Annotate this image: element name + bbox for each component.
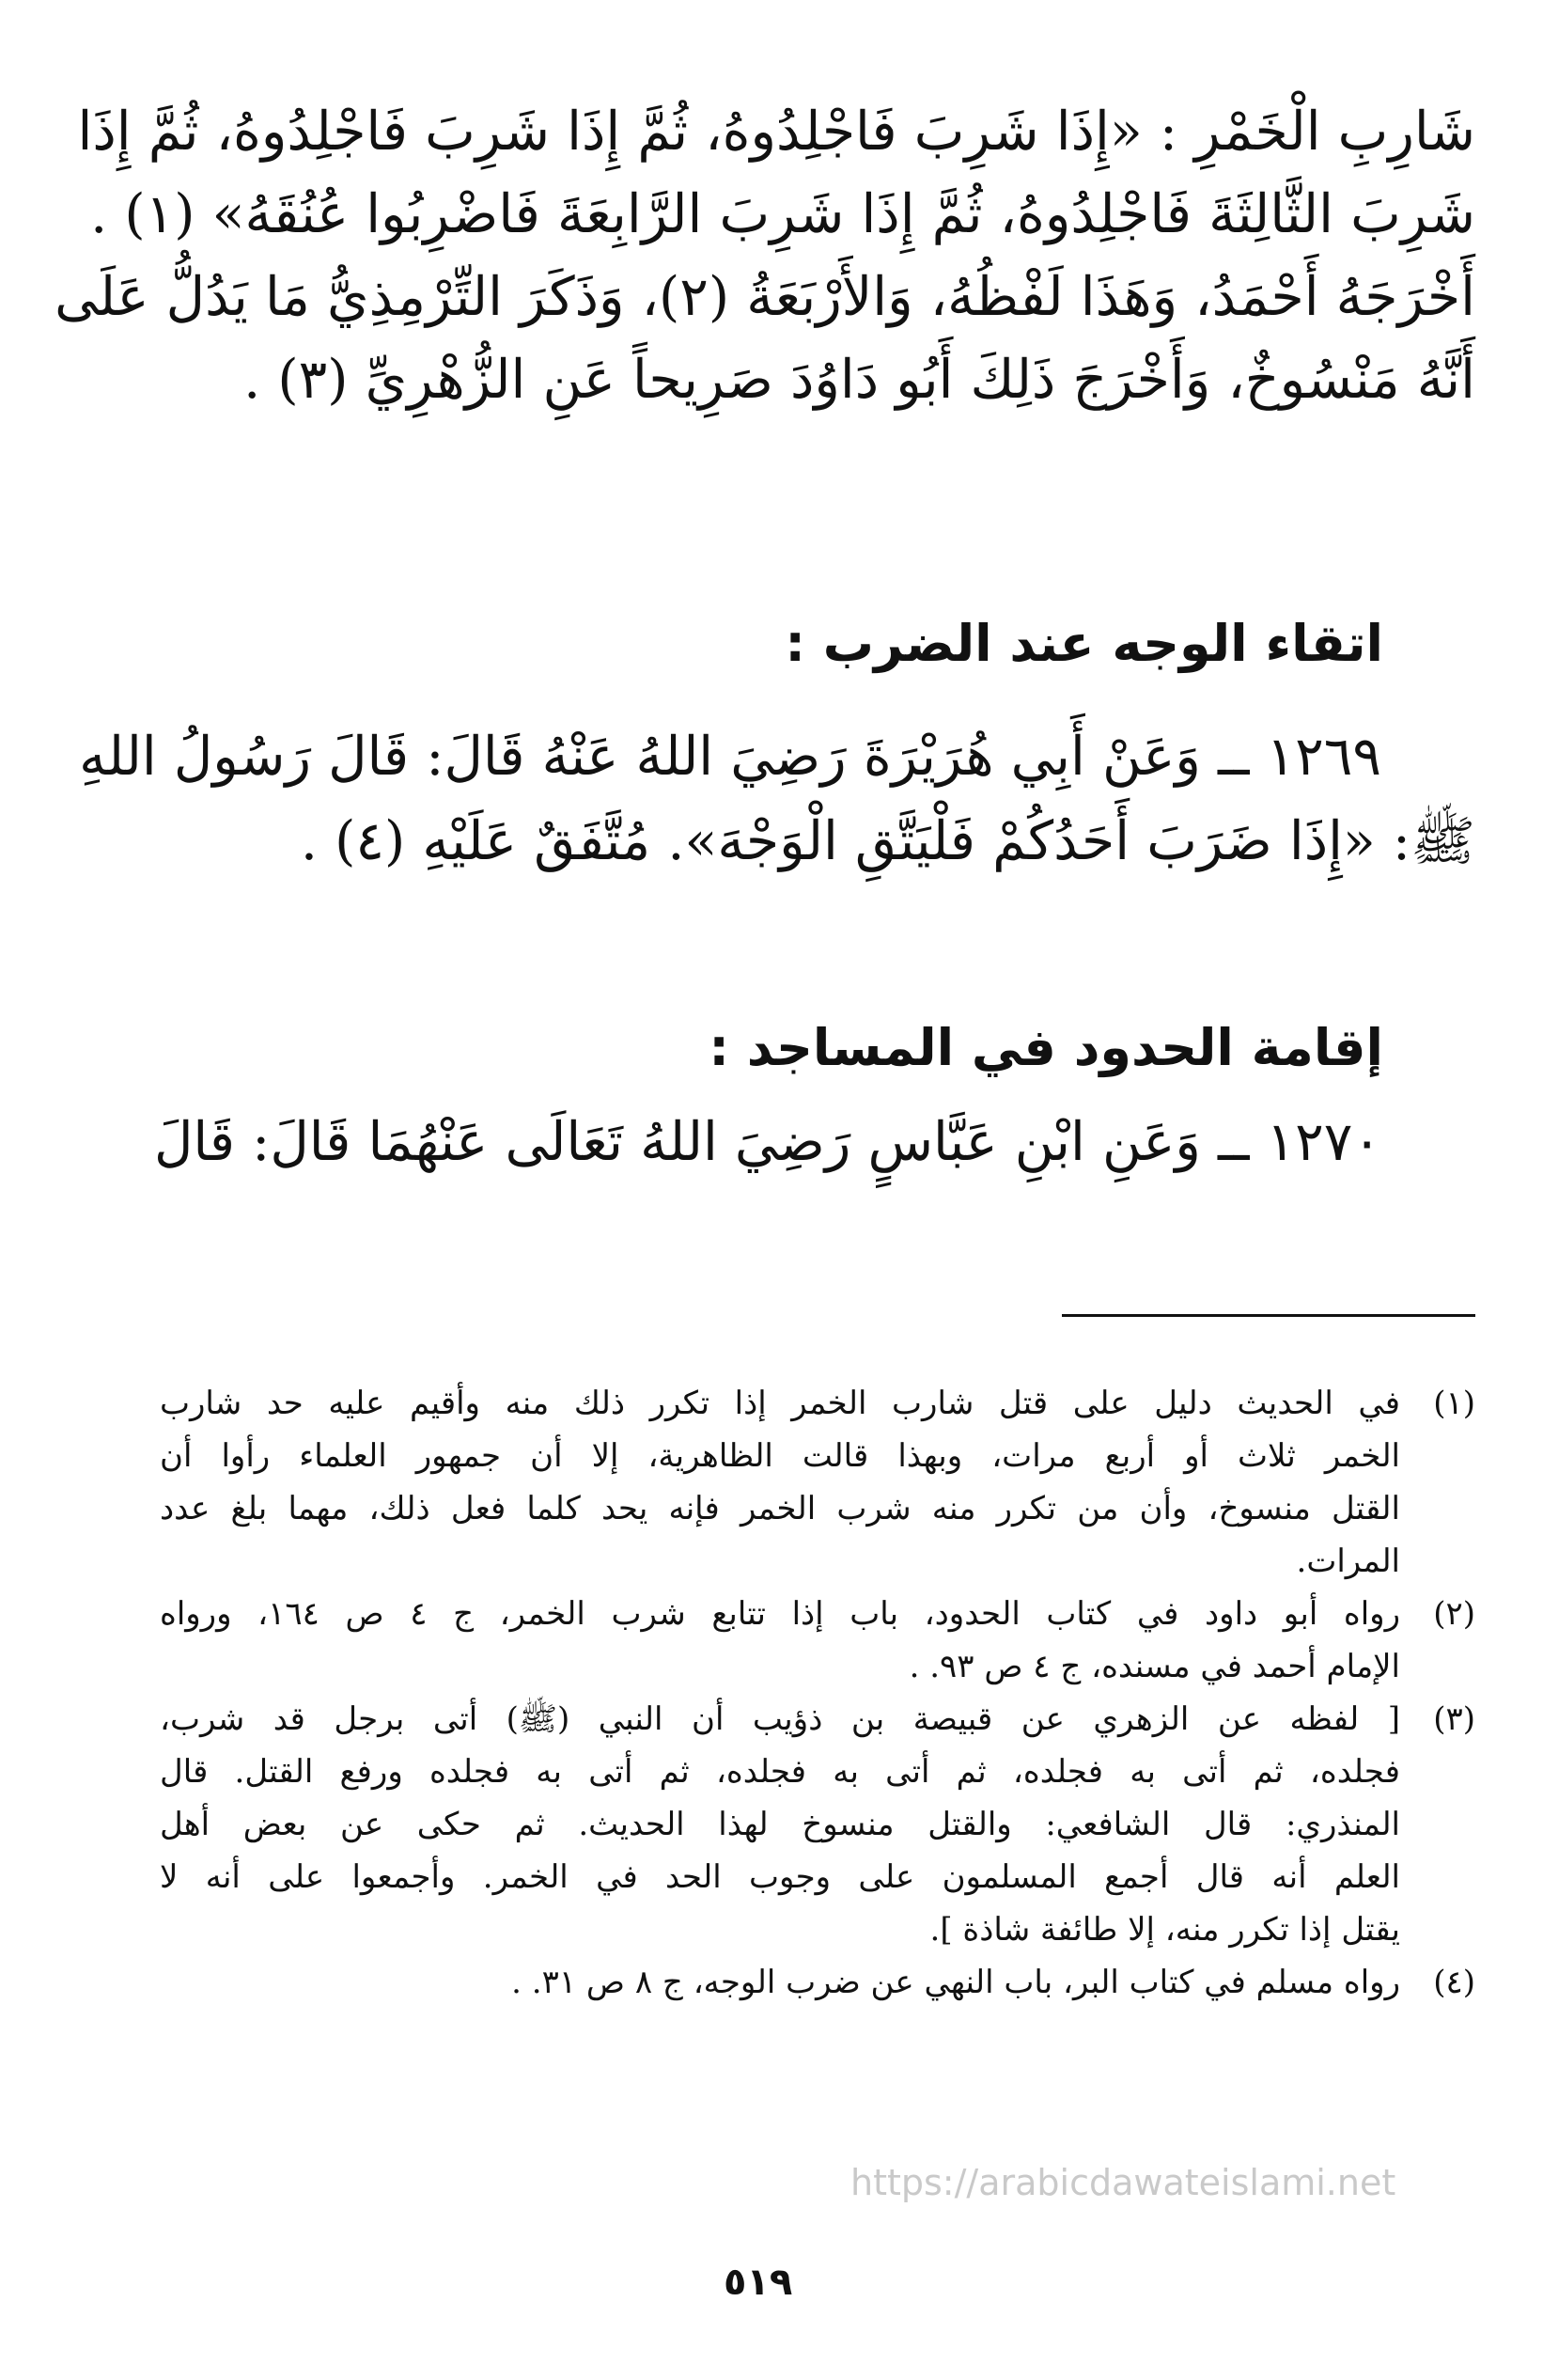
footnote-line: الإمام أحمد في مسنده، ج ٤ ص ٩٣. . (909, 1648, 1400, 1685)
footnote-line: فجلده، ثم أتى به فجلده، ثم أتى به فجلده، ثم أتى به فجلده ورفع القتل. قال (160, 1753, 1400, 1791)
footnote-1 (160, 1377, 1475, 1588)
footnote-line: القتل منسوخ، وأن من تكرر منه شرب الخمر فإنه يحد كلما فعل ذلك، مهما بلغ عدد (160, 1490, 1400, 1527)
watermark-url: https://arabicdawateislami.net (850, 2162, 1396, 2203)
footnote-line: يقتل إذا تكرر منه، إلا طائفة شاذة ]. (929, 1911, 1400, 1949)
hadith-line: ﷺ: «إِذَا ضَرَبَ أَحَدُكُمْ فَلْيَتَّقِ الْوَجْهَ». مُتَّفَقٌ عَلَيْهِ (٤) . (300, 810, 1475, 872)
footnote-line: رواه مسلم في كتاب البر، باب النهي عن ضرب الوجه، ج ٨ ص ٣١. . (511, 1964, 1400, 2001)
footnote-line: رواه أبو داود في كتاب الحدود، باب إذا تتابع شرب الخمر، ج ٤ ص ١٦٤، ورواه (160, 1595, 1400, 1633)
footnote-4 (160, 1956, 1475, 2009)
main-text (55, 90, 1475, 421)
footnote-2 (160, 1588, 1475, 1693)
footnote-line: الخمر ثلاث أو أربع مرات، وبهذا قالت الظاهرية، إلا أن جمهور العلماء رأوا أن (160, 1437, 1400, 1475)
hadith-line: ١٢٧٠ ــ وَعَنِ ابْنِ عَبَّاسٍ رَضِيَ اللهُ تَعَالَى عَنْهُمَا قَالَ: قَالَ (154, 1111, 1381, 1173)
hadith-line: ١٢٦٩ ــ وَعَنْ أَبِي هُرَيْرَةَ رَضِيَ اللهُ عَنْهُ قَالَ: قَالَ رَسُولُ اللهِ (79, 726, 1381, 788)
footnote-line: المرات. (1296, 1542, 1400, 1580)
main-text-line: أَنَّهُ مَنْسُوخٌ، وَأَخْرَجَ ذَلِكَ أَبُو دَاوُدَ صَرِيحاً عَنِ الزُّهْرِيِّ (٣) . (243, 349, 1475, 411)
footnote-number: (١) (1433, 1385, 1475, 1422)
hadith-1270 (154, 1100, 1475, 1184)
footnotes (160, 1377, 1475, 2009)
footnote-line: [ لفظه عن الزهري عن قبيصة بن ذؤيب أن النبي (ﷺ) أتى برجل قد شرب، (160, 1700, 1400, 1738)
section-heading-mosques: إقامة الحدود في المساجد : (709, 1018, 1383, 1077)
section-heading-face: اتقاء الوجه عند الضرب : (785, 614, 1383, 673)
main-text-line: أَخْرَجَهُ أَحْمَدُ، وَهَذَا لَفْظُهُ، وَالأَرْبَعَةُ (٢)، وَذَكَرَ التِّرْمِذِيُّ مَا يَدُلُّ عَلَى (55, 266, 1475, 328)
page-number: ٥١٩ (724, 2261, 793, 2304)
footnote-number: (٣) (1433, 1700, 1475, 1738)
footnote-line: العلم أنه قال أجمع المسلمون على وجوب الحد في الخمر. وأجمعوا على أنه لا (160, 1858, 1400, 1896)
hadith-1269 (79, 714, 1475, 884)
footnote-divider (1062, 1314, 1475, 1317)
footnote-number: (٤) (1433, 1964, 1475, 2001)
footnote-number: (٢) (1433, 1595, 1475, 1633)
footnote-3 (160, 1693, 1475, 1956)
main-text-line: شَارِبِ الْخَمْرِ : «إِذَا شَرِبَ فَاجْلِدُوهُ، ثُمَّ إِذَا شَرِبَ فَاجْلِدُوهُ، ثُمَّ إِذَا (77, 101, 1475, 163)
main-text-line: شَرِبَ الثَّالِثَةَ فَاجْلِدُوهُ، ثُمَّ إِذَا شَرِبَ الرَّابِعَةَ فَاضْرِبُوا عُنُقَهُ» (١) . (90, 183, 1475, 245)
footnote-line: في الحديث دليل على قتل شارب الخمر إذا تكرر ذلك منه وأقيم عليه حد شارب (160, 1385, 1400, 1422)
footnote-line: المنذري: قال الشافعي: والقتل منسوخ لهذا الحديث. ثم حكى عن بعض أهل (160, 1806, 1400, 1843)
